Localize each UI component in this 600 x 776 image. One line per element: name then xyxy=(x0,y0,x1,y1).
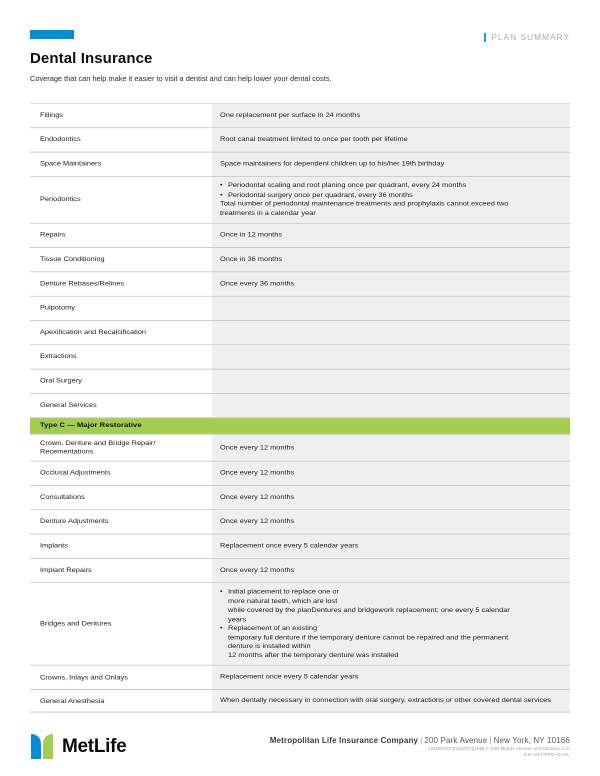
eyebrow-tick-icon xyxy=(484,33,486,42)
table-row xyxy=(30,690,570,713)
table-row-label: General Anesthesia xyxy=(30,690,212,712)
table-row-label: Endodontics xyxy=(30,129,212,152)
table-row-value xyxy=(212,370,570,393)
table-row-value xyxy=(212,129,570,152)
footer-form-code: DN-ANY-PPO-DUAL xyxy=(524,752,570,757)
table-row xyxy=(30,129,570,153)
metlife-mark-icon xyxy=(30,733,56,760)
table-row-label: Denture Rebases/Relines xyxy=(30,272,212,295)
table-value-text: Once in 12 months xyxy=(220,230,283,239)
table-row-value xyxy=(212,297,570,320)
table-value-text: Once every 12 months xyxy=(220,517,295,526)
bullet-text-line: while covered by the planDentures and bridgework replacement; one every 5 calendar xyxy=(228,606,510,615)
table-row-label: Occlusal Adjustments xyxy=(30,462,212,485)
table-row-label: Space Maintainers xyxy=(30,153,212,176)
bullet-text-line: years xyxy=(228,615,247,624)
plan-summary-eyebrow xyxy=(484,32,570,42)
bullet-text-line: more natural teeth, which are lost xyxy=(228,597,338,606)
table-row xyxy=(30,535,570,559)
table-row xyxy=(30,272,570,296)
footer-address: 200 Park Avenue xyxy=(424,736,488,745)
table-row-value xyxy=(212,224,570,247)
table-row xyxy=(30,666,570,690)
bullet-item: • Periodontal scaling and root planing once per quadrant, every 24 months xyxy=(220,182,562,191)
table-value-text: When dentally necessary in connection with oral surgery, extractions or other covered dental services xyxy=(220,696,551,705)
table-value-text: Root canal treatment limited to once per tooth per lifetime xyxy=(220,135,408,144)
document-footer xyxy=(30,731,570,760)
table-row-value xyxy=(212,584,570,666)
footer-company-line xyxy=(126,736,570,745)
bullet-list xyxy=(220,588,562,660)
table-value-text: Replacement once every 5 calendar years xyxy=(220,542,359,550)
table-row-label: Implant Repairs xyxy=(30,559,212,582)
table-row-label: Oral Surgery xyxy=(30,370,212,393)
table-row-value xyxy=(212,435,570,461)
bullet-text-line: denture is installed within xyxy=(228,642,311,651)
table-row xyxy=(30,345,570,369)
table-row-label: Denture Adjustments xyxy=(30,511,212,534)
table-row xyxy=(30,153,570,177)
table-row xyxy=(30,177,570,224)
table-row-value xyxy=(212,559,570,582)
table-row xyxy=(30,224,570,248)
footer-sep-1: | xyxy=(420,736,423,745)
table-row-value xyxy=(212,104,570,127)
table-row-label: Consultations xyxy=(30,486,212,509)
table-row-label: Tissue Conditioning xyxy=(30,248,212,271)
table-row xyxy=(30,248,570,272)
section-header-label: Type C — Major Restorative xyxy=(30,418,570,434)
table-row-label: Crown, Denture and Bridge Repair/ Recementations xyxy=(30,435,212,461)
table-row-value xyxy=(212,153,570,176)
page-title: Dental Insurance xyxy=(30,50,153,67)
table-row-value xyxy=(212,394,570,417)
page-subtitle: Coverage that can help make it easier to visit a dentist and can help lower your dental costs. xyxy=(30,74,332,83)
table-row-label: Repairs xyxy=(30,224,212,247)
table-row-value xyxy=(212,321,570,344)
table-row-label: Bridges and Dentures xyxy=(30,584,212,666)
bullet-item: • Replacement of an existing xyxy=(220,624,562,633)
bullet-list xyxy=(220,182,562,218)
table-row-value xyxy=(212,486,570,509)
table-value-text: Once every 12 months xyxy=(220,493,295,502)
document-header xyxy=(30,0,570,84)
table-row xyxy=(30,559,570,583)
table-row-label: Fillings xyxy=(30,104,212,127)
table-row-value xyxy=(212,248,570,271)
table-row-value xyxy=(212,462,570,485)
table-value-text: Once every 12 months xyxy=(220,469,295,477)
table-row xyxy=(30,462,570,486)
table-value-text: Once in 36 months xyxy=(220,255,283,264)
bullet-text-line: Total number of periodontal maintenance treatments and prophylaxis cannot exceed two xyxy=(220,200,509,208)
table-row xyxy=(30,321,570,345)
table-row-value xyxy=(212,690,570,712)
table-value-text: Space maintainers for dependent children up to his/her 19th birthday xyxy=(220,160,445,168)
metlife-wordmark: MetLife xyxy=(62,736,127,757)
table-row xyxy=(30,584,570,667)
plan-summary-label: PLAN SUMMARY xyxy=(491,32,570,42)
bullet-item: • Periodontal surgery once per quadrant, every 36 months xyxy=(220,191,562,200)
table-row-label: General Services xyxy=(30,394,212,417)
table-value-text: Once every 36 months xyxy=(220,279,295,288)
table-row-label: Crowns, Inlays and Onlays xyxy=(30,666,212,689)
table-value-text: Once every 12 months xyxy=(220,566,295,575)
table-row-label: Periodontics xyxy=(30,177,212,223)
bullet-text-line: temporary full denture if the temporary denture cannot be repaired and the permanent xyxy=(228,633,509,642)
bullet-text-line: 12 months after the temporary denture was installed xyxy=(228,651,399,660)
table-row-label: Apexification and Recalcification xyxy=(30,321,212,344)
table-row-value xyxy=(212,511,570,534)
table-row-value xyxy=(212,272,570,295)
table-row xyxy=(30,370,570,394)
table-row xyxy=(30,486,570,510)
footer-legal-block xyxy=(126,731,570,758)
table-row-label: Implants xyxy=(30,535,212,558)
table-section-header xyxy=(30,418,570,434)
table-row xyxy=(30,297,570,321)
table-value-text: Replacement once every 5 calendar years xyxy=(220,673,359,682)
table-value-text: One replacement per surface in 24 months xyxy=(220,111,361,120)
table-row xyxy=(30,104,570,128)
table-row xyxy=(30,435,570,462)
bullet-text-line: treatments in a calendar year xyxy=(220,209,316,217)
table-row xyxy=(30,394,570,418)
table-row-value xyxy=(212,666,570,689)
bullet-item: • Initial placement to replace one or xyxy=(220,588,562,597)
table-row xyxy=(30,511,570,535)
footer-company-name: Metropolitan Life Insurance Company xyxy=(269,736,419,745)
table-value-text: Once every 12 months xyxy=(220,443,295,452)
table-row-label: Extractions xyxy=(30,345,212,368)
table-row-value xyxy=(212,177,570,223)
footer-legal-text: L0325047071[exp0327][xNM] © 2025 MetLife Services and Solutions, LLC xyxy=(428,746,570,751)
table-row-value xyxy=(212,535,570,558)
footer-city-state-zip: New York, NY 10166 xyxy=(493,736,570,745)
table-row-label: Pulpotomy xyxy=(30,297,212,320)
brand-accent-bar xyxy=(30,30,74,39)
metlife-logo xyxy=(30,731,126,760)
footer-sep-2: | xyxy=(489,736,492,745)
table-row-value xyxy=(212,345,570,368)
benefits-table xyxy=(30,103,570,713)
